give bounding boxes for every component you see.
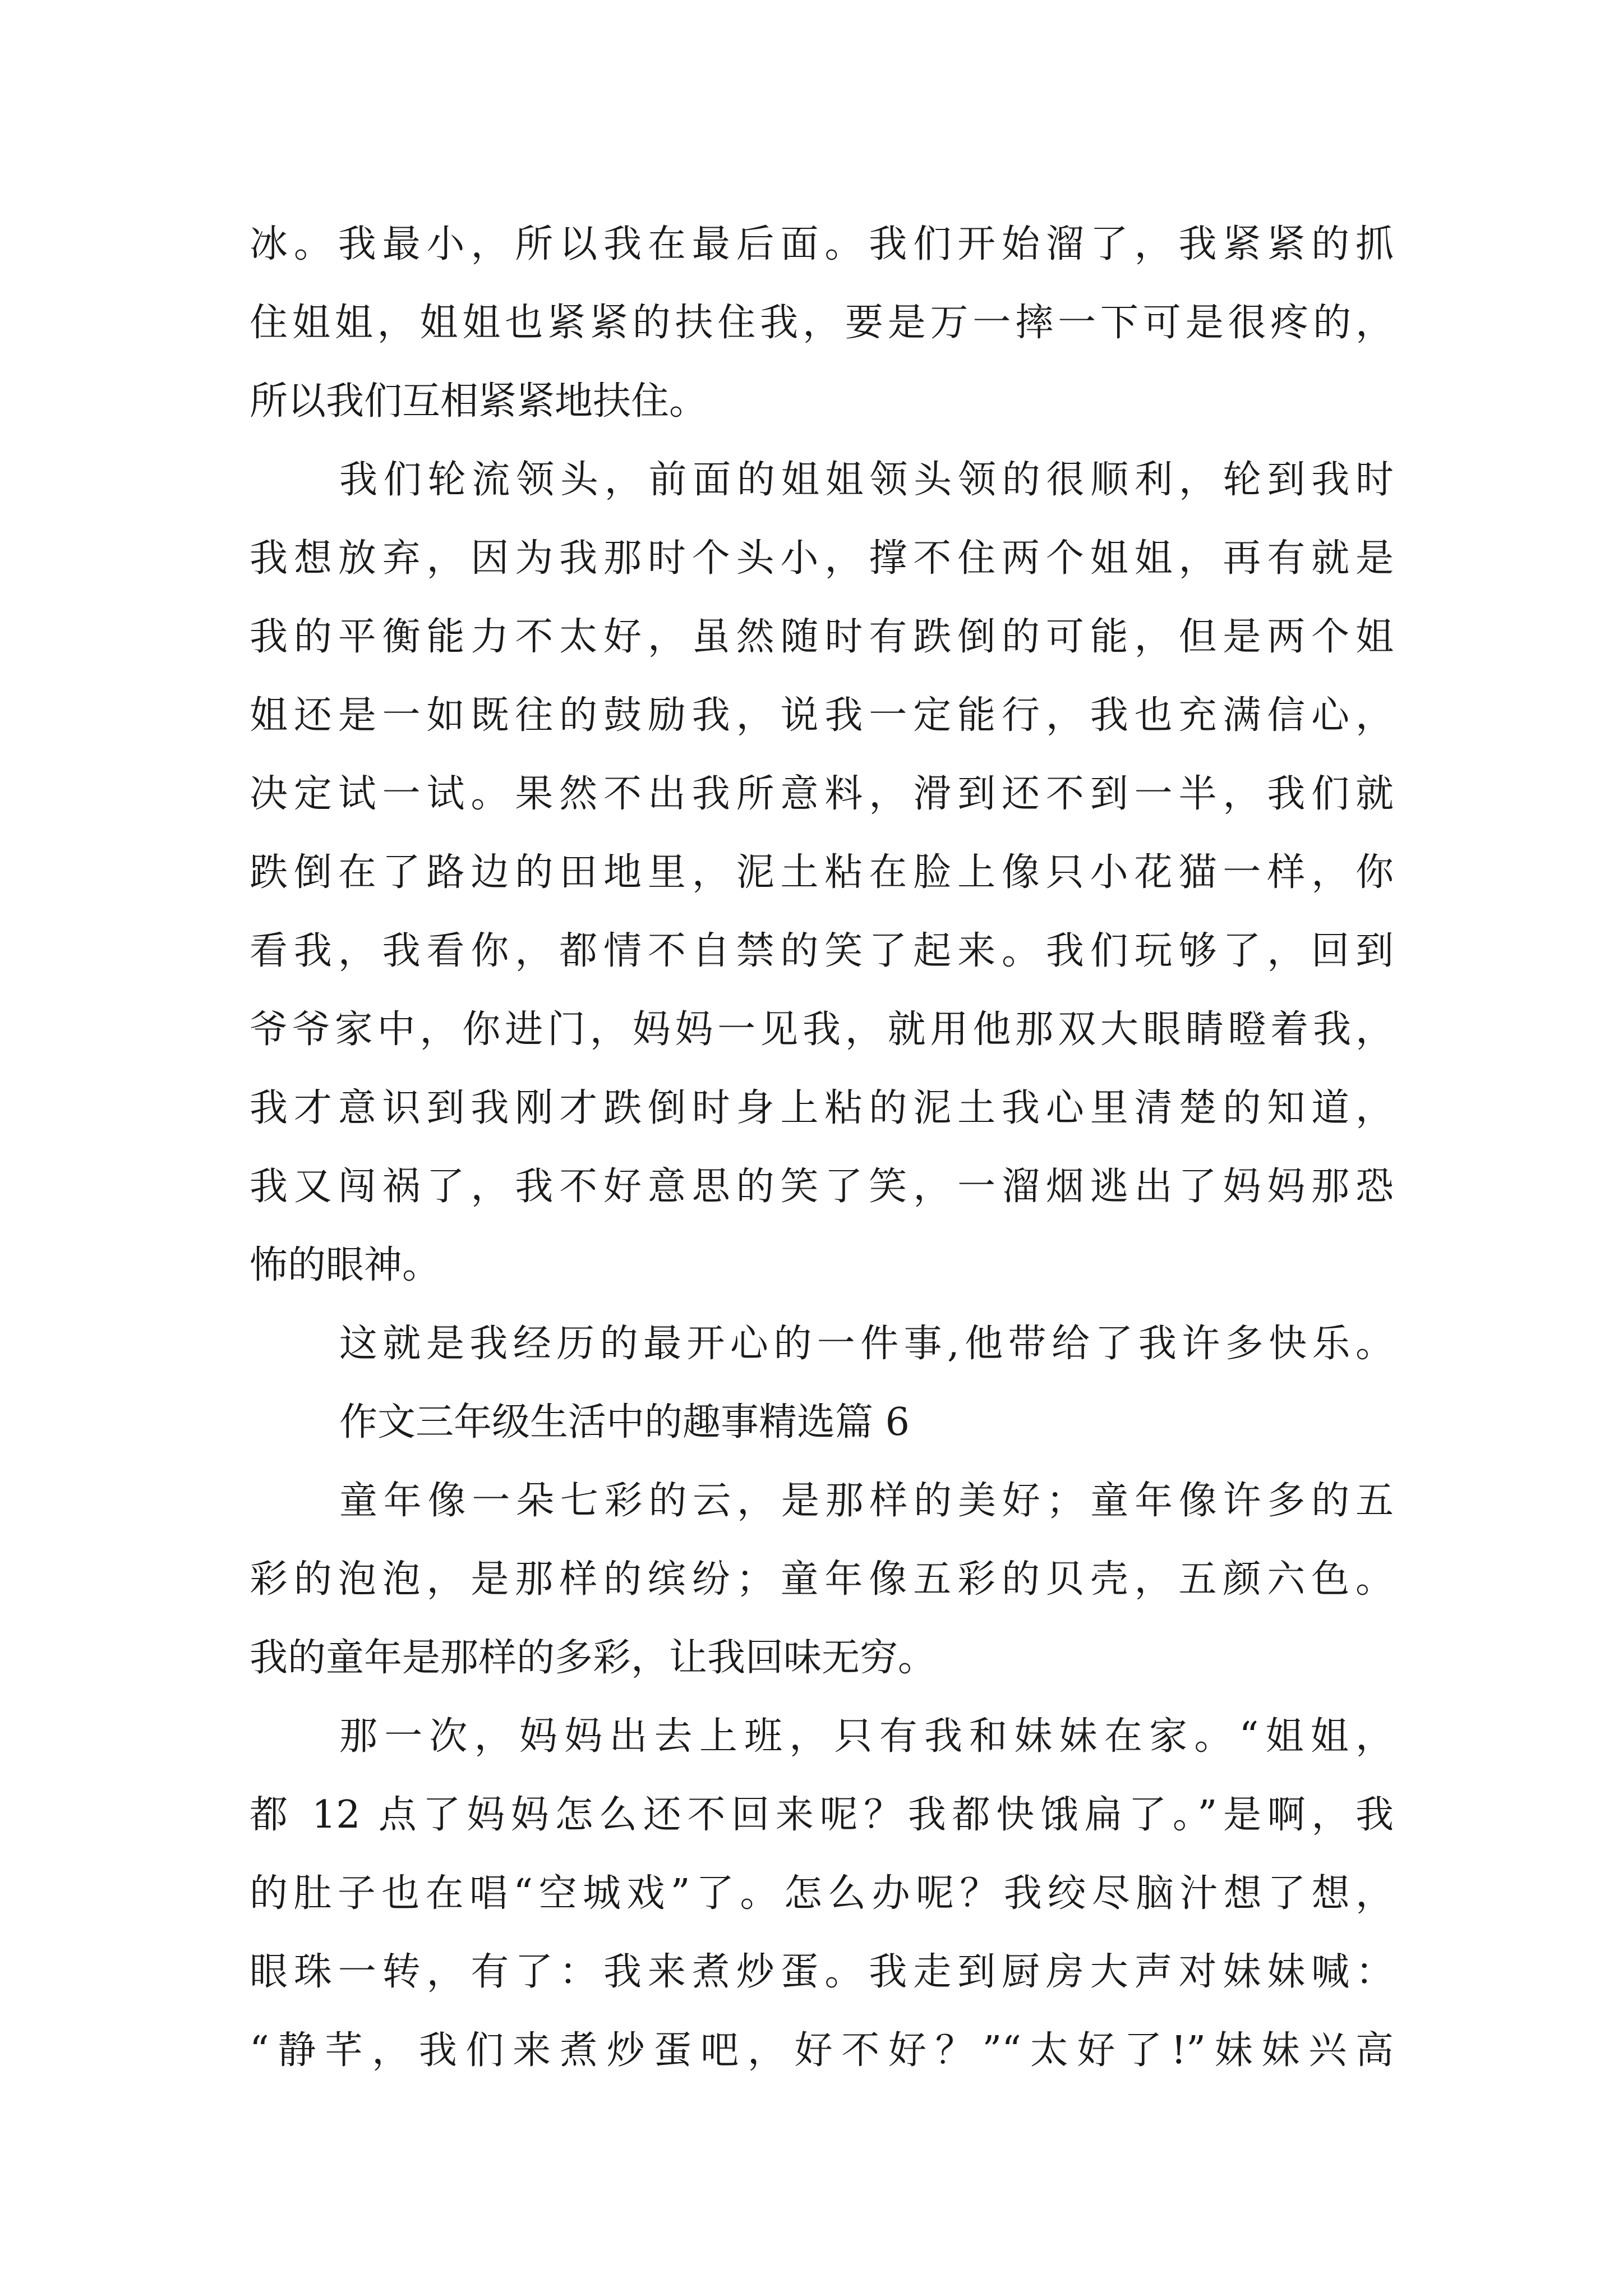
text-line: 童年像一朵七彩的云，是那样的美好；童年像许多的五 <box>339 1479 1394 1523</box>
text-line: 住姐姐，姐姐也紧紧的扶住我，要是万一摔一下可是很疼的， <box>250 301 1394 345</box>
text-line: 的肚子也在唱“空城戏”了。怎么办呢？我绞尽脑汁想了想， <box>250 1871 1394 1916</box>
text-line: 这就是我经历的最开心的一件事,他带给了我许多快乐。 <box>339 1322 1394 1366</box>
text-line: 我想放弃，因为我那时个头小，撑不住两个姐姐，再有就是 <box>250 536 1394 581</box>
section-heading: 作文三年级生活中的趣事精选篇 6 <box>339 1400 910 1444</box>
text-line: 爷爷家中，你进门，妈妈一见我，就用他那双大眼睛瞪着我， <box>250 1007 1394 1052</box>
text-line: 决定试一试。果然不出我所意料，滑到还不到一半，我们就 <box>250 772 1394 816</box>
text-line: 那一次，妈妈出去上班，只有我和妹妹在家。“姐姐， <box>339 1714 1394 1759</box>
text-line: 我的童年是那样的多彩，让我回味无穷。 <box>250 1636 937 1680</box>
text-line: 怖的眼神。 <box>250 1243 441 1287</box>
text-line: 我的平衡能力不太好，虽然随时有跌倒的可能，但是两个姐 <box>250 615 1394 659</box>
text-line: 我又闯祸了，我不好意思的笑了笑，一溜烟逃出了妈妈那恐 <box>250 1165 1394 1209</box>
text-line: 看我，我看你，都情不自禁的笑了起来。我们玩够了，回到 <box>250 929 1394 973</box>
text-line: 跌倒在了路边的田地里，泥土粘在脸上像只小花猫一样，你 <box>250 850 1394 895</box>
text-line: 所以我们互相紧紧地扶住。 <box>250 379 708 424</box>
document-body <box>250 205 1394 2090</box>
text-line: 我们轮流领头，前面的姐姐领头领的很顺利，轮到我时 <box>339 458 1394 502</box>
text-line: 姐还是一如既往的鼓励我，说我一定能行，我也充满信心， <box>250 693 1394 738</box>
text-line: 我才意识到我刚才跌倒时身上粘的泥土我心里清楚的知道， <box>250 1086 1394 1130</box>
text-line: 彩的泡泡，是那样的缤纷；童年像五彩的贝壳，五颜六色。 <box>250 1557 1394 1602</box>
text-line: 都 12 点了妈妈怎么还不回来呢？我都快饿扁了。”是啊，我 <box>250 1793 1394 1837</box>
text-line: 冰。我最小，所以我在最后面。我们开始溜了，我紧紧的抓 <box>250 222 1394 266</box>
text-line: “静芊，我们来煮炒蛋吧，好不好？”“太好了!”妹妹兴高 <box>250 2028 1394 2073</box>
text-line: 眼珠一转，有了：我来煮炒蛋。我走到厨房大声对妹妹喊： <box>250 1950 1394 1994</box>
